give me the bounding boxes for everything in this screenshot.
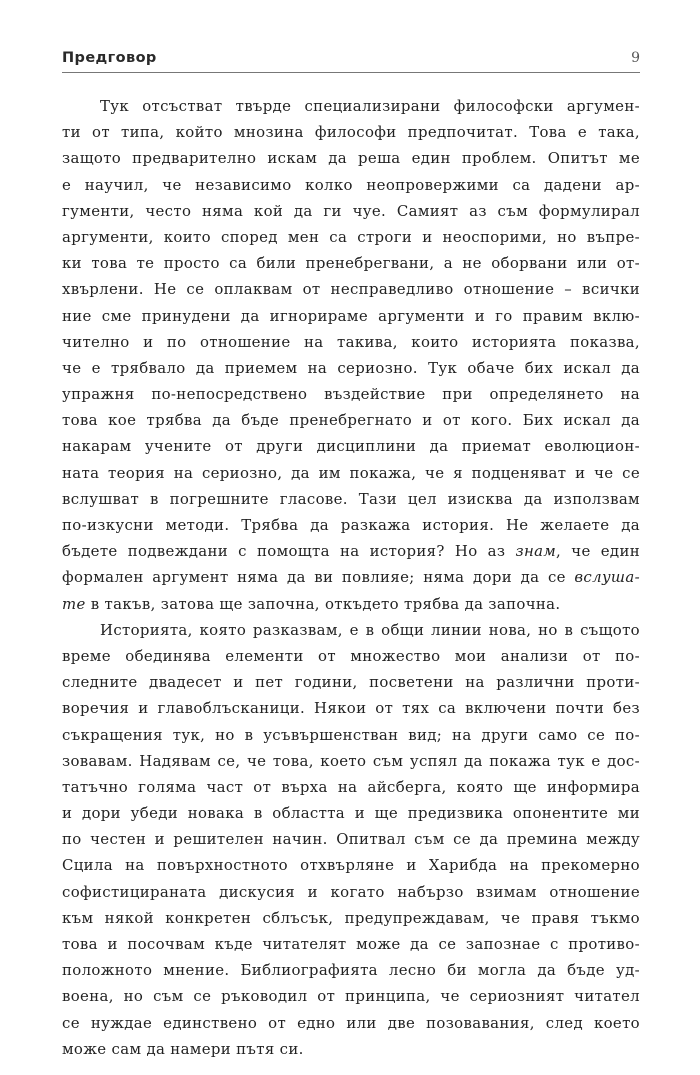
text-line <box>62 303 640 329</box>
text-line <box>62 957 640 983</box>
text-line <box>62 512 640 538</box>
text-segment: ние сме принудени да игнорираме аргументи и го правим вклю- <box>62 306 640 325</box>
text-line <box>62 329 640 355</box>
text-segment: че е трябвало да приемем на сериозно. Тук обаче бих искал да <box>62 358 640 377</box>
text-segment: е научил, че независимо колко неопровержими са дадени ар- <box>62 175 640 194</box>
italic-text: знам <box>515 542 557 561</box>
text-segment: по-изкусни методи. Трябва да разкажа история. Не желаете да <box>62 516 640 534</box>
text-line <box>62 145 640 171</box>
text-segment: чително и по отношение на такива, които историята показва, <box>62 332 640 351</box>
text-segment: зовавам. Надявам се, че това, което съм успял да покажа тук е дос- <box>62 751 640 770</box>
text-segment: и дори убеди новака в областта и ще предизвика опонентите ми <box>62 804 640 823</box>
text-line <box>62 224 640 250</box>
text-line <box>62 250 640 276</box>
body-text <box>62 93 640 1062</box>
text-segment: Сцила на повърхностното отхвърляне и Харибда на прекомерно <box>62 856 640 875</box>
text-line <box>62 852 640 878</box>
text-line <box>62 722 640 748</box>
text-segment: воречия и главоблъсканици. Някои от тях са включени почти без <box>62 699 640 718</box>
running-head: Предговор <box>62 50 157 66</box>
text-segment: в такъв, затова ще започна, откъдето трябва да започна. <box>85 594 561 613</box>
text-line <box>62 460 640 486</box>
paragraph-first-line <box>62 93 640 119</box>
text-line <box>62 355 640 381</box>
text-line <box>62 1010 640 1036</box>
text-segment: това и посочвам къде читателят може да се запознае с противо- <box>62 935 640 953</box>
text-segment: Тук отсъстват твърде специализирани философски аргумен- <box>100 97 640 115</box>
text-segment: аргументи, които според мен са строги и неоспорими, но въпре- <box>62 227 640 246</box>
text-segment: следните двадесет и пет години, посветени на различни проти- <box>62 673 640 692</box>
text-line <box>62 905 640 931</box>
text-segment: ки това те просто са били пренебрегвани, а не оборвани или от- <box>62 254 640 273</box>
text-line <box>62 643 640 669</box>
text-segment: може сам да намери пътя си. <box>62 1039 304 1058</box>
text-line <box>62 198 640 224</box>
text-line <box>62 591 640 617</box>
text-line <box>62 381 640 407</box>
text-line <box>62 564 640 590</box>
text-segment: воена, но съм се ръководил от принципа, че сериозният читател <box>62 987 640 1006</box>
text-line <box>62 800 640 826</box>
text-segment: хвърлени. Не се оплаквам от несправедливо отношение – всички <box>62 280 640 299</box>
text-segment: упражня по-непосредствено въздействие при определянето на <box>62 385 640 404</box>
italic-text: те <box>62 594 86 613</box>
text-segment: накарам учените от други дисциплини да приемат еволюцион- <box>62 437 640 456</box>
text-segment: Историята, която разказвам, е в общи линии нова, но в същото <box>100 620 640 639</box>
text-line <box>62 172 640 198</box>
text-segment: вслушват в погрешните гласове. Тази цел изисква да използвам <box>62 489 640 508</box>
text-segment: софистицираната дискусия и когато набързо взимам отношение <box>62 882 640 901</box>
text-segment: бъдете подвеждани с помощта на история? Но аз <box>62 542 516 561</box>
text-line <box>62 1036 640 1062</box>
text-line <box>62 119 640 145</box>
text-line <box>62 695 640 721</box>
text-segment: ната теория на сериозно, да им покажа, че я подценяват и че се <box>62 463 640 482</box>
text-segment: татъчно голяма част от върха на айсберга, която ще информира <box>62 777 640 796</box>
text-segment: по честен и решителен начин. Опитвал съм се да премина между <box>62 830 640 849</box>
text-line <box>62 407 640 433</box>
text-line <box>62 983 640 1009</box>
text-segment: гументи, често няма кой да ги чуе. Самият аз съм формулирал <box>62 201 640 220</box>
text-segment: , че един <box>556 542 640 561</box>
text-line <box>62 486 640 512</box>
text-segment: формален аргумент няма да ви повлияе; няма дори да се <box>62 568 575 587</box>
text-line <box>62 748 640 774</box>
text-segment: това кое трябва да бъде пренебрегнато и от кого. Бих искал да <box>62 411 640 430</box>
text-segment: се нуждае единствено от едно или две позовавания, след което <box>62 1013 640 1032</box>
text-line <box>62 538 640 564</box>
text-segment: време обединява елементи от множество мои анализи от по- <box>62 646 640 665</box>
page-header <box>62 48 640 74</box>
text-segment: защото предварително искам да реша един проблем. Опитът ме <box>62 149 640 168</box>
italic-text: вслуша- <box>574 568 640 587</box>
text-line <box>62 276 640 302</box>
text-line <box>62 433 640 459</box>
text-segment: към някой конкретен сблъсък, предупреждавам, че правя тъкмо <box>62 908 640 927</box>
text-segment: ти от типа, който мнозина философи предпочитат. Това е така, <box>62 123 640 142</box>
text-line <box>62 669 640 695</box>
text-segment: съкращения тук, но в усъвършенстван вид; на други само се по- <box>62 725 640 744</box>
text-line <box>62 879 640 905</box>
text-line <box>62 931 640 957</box>
text-line <box>62 826 640 852</box>
paragraph-first-line <box>62 617 640 643</box>
text-segment: положното мнение. Библиографията лесно би могла да бъде уд- <box>62 961 640 980</box>
header-rule <box>62 72 640 73</box>
text-line <box>62 774 640 800</box>
page-number: 9 <box>631 50 640 66</box>
